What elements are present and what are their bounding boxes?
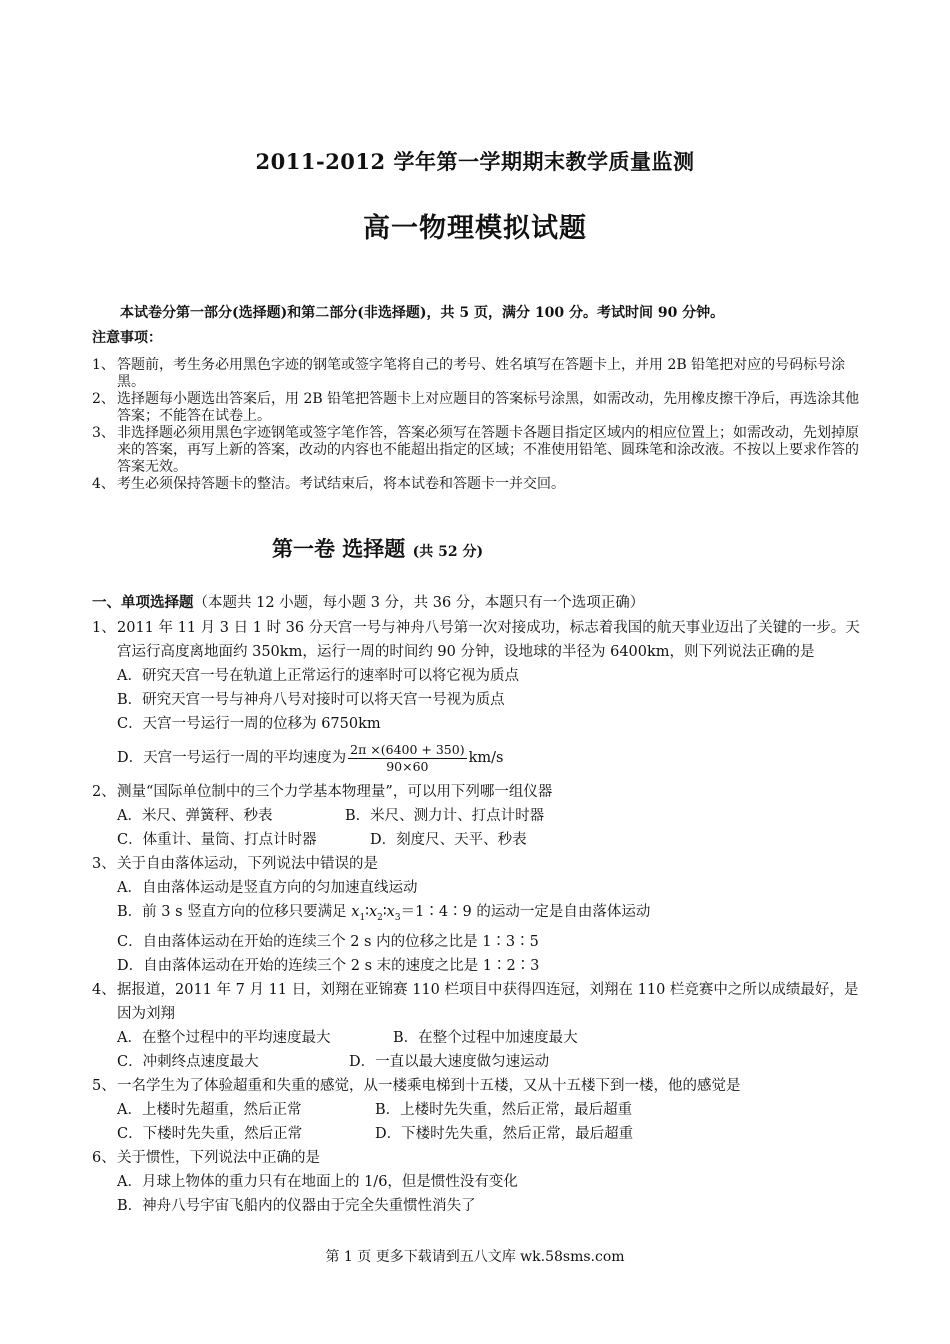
- ratio-sep: ∶: [365, 904, 369, 920]
- question-number: 6、: [92, 1149, 116, 1166]
- option-d: D．下楼时先失重，然后正常，最后超重: [375, 1125, 634, 1142]
- ratio-sep: ∶: [382, 904, 387, 920]
- part-heading: [92, 591, 644, 612]
- notice-item: [92, 357, 872, 391]
- option-a: A．在整个过程中的平均速度最大: [117, 1029, 331, 1046]
- part-label: 一、单项选择题: [92, 594, 194, 611]
- notice-number: 3、: [92, 425, 115, 441]
- option-d-text: D．天宫一号运行一周的平均速度为: [117, 750, 347, 766]
- option-a: A．自由落体运动是竖直方向的匀加速直线运动: [117, 880, 418, 896]
- option-b: [92, 900, 872, 930]
- unit-label: km/s: [468, 750, 504, 766]
- option-b: B．研究天宫一号与神舟八号对接时可以将天宫一号视为质点: [117, 692, 505, 708]
- option-a: A．米尺、弹簧秤、秒表: [117, 808, 273, 824]
- option-row: [92, 1122, 872, 1146]
- option-d: D．刻度尺、天平、秒表: [370, 832, 527, 848]
- notice-item: [92, 476, 872, 493]
- notice-text: 考生必须保持答题卡的整洁。考试结束后，将本试卷和答题卡一并交回。: [117, 476, 565, 492]
- option-b: B．上楼时先失重，然后正常，最后超重: [375, 1101, 633, 1118]
- option-a: A．研究天宫一号在轨道上正常运行的速率时可以将它视为质点: [117, 668, 519, 684]
- section-heading: [272, 533, 483, 563]
- question-number: 1、: [92, 620, 116, 636]
- option-row: [92, 1098, 872, 1122]
- question-stem: 关于自由落体运动，下列说法中错误的是: [117, 856, 378, 872]
- notice-number: 4、: [92, 476, 115, 492]
- question-6: [92, 1146, 872, 1170]
- option-row: [92, 1050, 872, 1074]
- page-footer: 第 1 页 更多下载请到五八文库 wk.58sms.com: [325, 1249, 625, 1265]
- question-2: [92, 780, 872, 804]
- option-c: C．天宫一号运行一周的位移为 6750km: [117, 716, 381, 732]
- question-stem: 关于惯性，下列说法中正确的是: [117, 1149, 320, 1166]
- notice-text: 答题前，考生务必用黑色字迹的钢笔或签字笔将自己的考号、姓名填写在答题卡上，并用 2B 铅笔把对应的号码标号涂黑。: [117, 357, 846, 390]
- option-d: D．自由落体运动在开始的连续三个 2 s 末的速度之比是 1∶2∶3: [117, 957, 540, 974]
- notice-number: 2、: [92, 391, 115, 407]
- question-5: [92, 1074, 872, 1098]
- exam-subtitle: 高一物理模拟试题: [363, 213, 587, 244]
- fraction-denominator: 90×60: [386, 758, 429, 774]
- option-b-prefix: B．前 3 s 竖直方向的位移只要满足: [117, 904, 352, 920]
- question-stem: 测量“国际单位制中的三个力学基本物理量”，可以用下列哪一组仪器: [117, 784, 553, 800]
- option-c: C．自由落体运动在开始的连续三个 2 s 内的位移之比是 1∶3∶5: [117, 933, 539, 950]
- option-c: C．体重计、量筒、打点计时器: [117, 832, 317, 848]
- option-c: C．下楼时先失重，然后正常: [117, 1125, 303, 1142]
- subscript: 2: [377, 912, 383, 923]
- question-number: 4、: [92, 981, 116, 998]
- option-b: B．米尺、测力计、打点计时器: [345, 808, 545, 824]
- section-score: (共 52 分): [412, 544, 484, 560]
- section-title: 第一卷 选择题: [272, 536, 406, 561]
- question-stem: 一名学生为了体验超重和失重的感觉，从一楼乘电梯到十五楼，又从十五楼下到一楼，他的感觉是: [117, 1077, 741, 1094]
- option-d: [92, 736, 872, 780]
- question-3: [92, 852, 872, 876]
- option-b-suffix: ＝1∶4∶9 的运动一定是自由落体运动: [400, 904, 651, 920]
- notice-list: [92, 357, 872, 493]
- exam-title: 2011-2012 学年第一学期期末教学质量监测: [255, 149, 695, 174]
- option-b: B．在整个过程中加速度最大: [393, 1029, 578, 1046]
- question-1: [92, 616, 872, 664]
- fraction-numerator: 2π ×(6400 + 350): [350, 741, 465, 757]
- option-a: A．上楼时先超重，然后正常: [117, 1101, 302, 1118]
- var-x: x: [368, 904, 378, 920]
- option-row: [92, 804, 872, 828]
- question-4: [92, 978, 872, 1026]
- notice-text: 非选择题必须用黑色字迹钢笔或签字笔作答，答案必须写在答题卡各题目指定区域内的相应位置上；如需改动，先划掉原来的答案，再写上新的答案，改动的内容也不能超出指定的区域；不准使用铅笔、圆珠笔和涂改液。不按以上要求作答的答案无效。: [117, 425, 859, 475]
- question-number: 2、: [92, 784, 116, 800]
- var-x: x: [351, 904, 360, 920]
- notice-text: 选择题每小题选出答案后，用 2B 铅笔把答题卡上对应题目的答案标号涂黑，如需改动，先用橡皮擦干净后，再选涂其他答案；不能答在试卷上。: [117, 391, 860, 424]
- question-stem: 据报道，2011 年 7 月 11 日，刘翔在亚锦赛 110 栏项目中获得四连冠，刘翔在 110 栏竞赛中之所以成绩最好，是因为刘翔: [117, 981, 859, 1022]
- subscript: 1: [359, 912, 366, 923]
- option-c: C．冲刺终点速度最大: [117, 1053, 259, 1070]
- notice-item: [92, 391, 872, 425]
- notice-item: [92, 425, 872, 476]
- question-number: 5、: [92, 1077, 116, 1094]
- option-row: [92, 1026, 872, 1050]
- notice-heading: 注意事项：: [92, 330, 162, 346]
- option-a: A．月球上物体的重力只有在地面上的 1/6，但是惯性没有变化: [117, 1173, 518, 1190]
- var-x: x: [386, 904, 395, 920]
- part-note: （本题共 12 小题，每小题 3 分，共 36 分，本题只有一个选项正确）: [193, 595, 645, 611]
- subscript: 3: [394, 912, 401, 923]
- question-stem: 2011 年 11 月 3 日 1 时 36 分天宫一号与神舟八号第一次对接成功，标志着我国的航天事业迈出了关键的一步。天宫运行高度离地面约 350km，运行一周的时间约 90 分钟，设地球的半径为 6400km，则下列说法正确的是: [117, 620, 860, 660]
- option-row: [92, 828, 872, 852]
- question-number: 3、: [92, 856, 116, 872]
- intro-text: 本试卷分第一部分(选择题)和第二部分(非选择题)，共 5 页，满分 100 分。考试时间 90 分钟。: [120, 305, 725, 321]
- option-d: D．一直以最大速度做匀速运动: [349, 1053, 550, 1070]
- option-b: B．神舟八号宇宙飞船内的仪器由于完全失重惯性消失了: [117, 1197, 476, 1214]
- question-list: [92, 616, 872, 1218]
- notice-number: 1、: [92, 357, 115, 373]
- velocity-fraction: [348, 742, 466, 775]
